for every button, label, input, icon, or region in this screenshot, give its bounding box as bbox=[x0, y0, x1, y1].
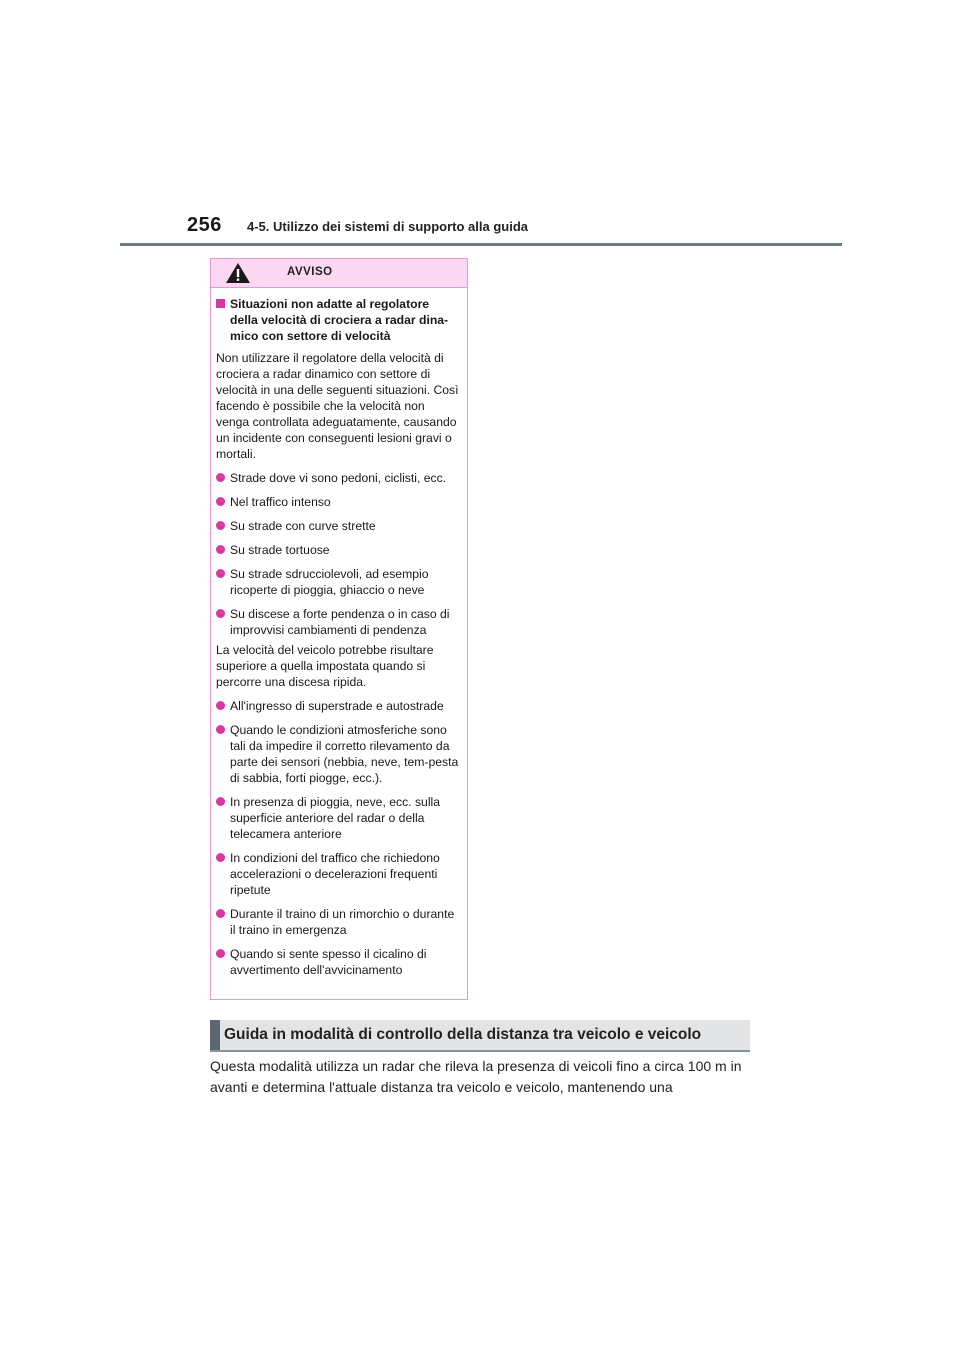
bullet-dot-icon bbox=[216, 949, 225, 958]
warning-body bbox=[211, 288, 467, 978]
warning-label: AVVISO bbox=[287, 266, 333, 278]
list-item: Quando si sente spesso il cicalino di avvertimento dell'avvicinamento bbox=[216, 946, 459, 978]
warning-intro: Non utilizzare il regolatore della velocità di crociera a radar dinamico con settore di velocità in una delle seguenti situazioni. Così facendo è possibile che la velocità non venga controllata adeguatamente, causando un incidente con conseguenti lesioni gravi o mortali. bbox=[216, 351, 459, 461]
bullet-dot-icon bbox=[216, 569, 225, 578]
warning-note: La velocità del veicolo potrebbe risultare superiore a quella impostata quando si percorre una discesa ripida. bbox=[216, 643, 434, 689]
bullet-dot-icon bbox=[216, 909, 225, 918]
square-bullet-icon bbox=[216, 299, 225, 308]
list-item: All'ingresso di superstrade e autostrade bbox=[216, 698, 459, 714]
section-header: 4-5. Utilizzo dei sistemi di supporto alla guida bbox=[247, 219, 528, 234]
list-item: Strade dove vi sono pedoni, ciclisti, ecc. bbox=[216, 470, 459, 486]
bullet-dot-icon bbox=[216, 521, 225, 530]
section-bar-accent bbox=[210, 1020, 220, 1050]
list-item: Su strade sdrucciolevoli, ad esempio ricoperte di pioggia, ghiaccio o neve bbox=[216, 566, 459, 598]
page-number: 256 bbox=[187, 214, 222, 236]
bullet-dot-icon bbox=[216, 497, 225, 506]
list-item: Nel traffico intenso bbox=[216, 494, 459, 510]
bullet-dot-icon bbox=[216, 473, 225, 482]
bullet-dot-icon bbox=[216, 609, 225, 618]
bullet-dot-icon bbox=[216, 701, 225, 710]
list-item: Durante il traino di un rimorchio o durante il traino in emergenza bbox=[216, 906, 459, 938]
section-title: Guida in modalità di controllo della distanza tra veicolo e veicolo bbox=[224, 1026, 702, 1043]
warning-heading bbox=[216, 296, 459, 344]
bullet-dot-icon bbox=[216, 797, 225, 806]
section-body-text: Questa modalità utilizza un radar che rileva la presenza di veicoli fino a circa 100 m in avanti e determina l'attuale distanza tra veicolo e veicolo, mantenendo una bbox=[210, 1058, 742, 1095]
warning-triangle-icon bbox=[225, 262, 251, 284]
list-item: In presenza di pioggia, neve, ecc. sulla superficie anteriore del radar o della telecamera anteriore bbox=[216, 794, 459, 842]
warning-heading-text: Situazioni non adatte al regolatore della velocità di crociera a radar dina-mico con settore di velocità bbox=[230, 297, 449, 343]
bullet-dot-icon bbox=[216, 545, 225, 554]
warning-header bbox=[211, 259, 467, 288]
bullet-dot-icon bbox=[216, 725, 225, 734]
list-item: Su discese a forte pendenza o in caso di improvvisi cambiamenti di pendenza bbox=[216, 606, 459, 638]
list-item: Su strade con curve strette bbox=[216, 518, 459, 534]
list-item: Quando le condizioni atmosferiche sono tali da impedire il corretto rilevamento da parte dei sensori (nebbia, neve, tem-pesta di sabbia, forti piogge, ecc.). bbox=[216, 722, 459, 786]
section-title-bar bbox=[210, 1020, 750, 1052]
list-item: In condizioni del traffico che richiedono accelerazioni o decelerazioni frequenti ripetute bbox=[216, 850, 459, 898]
header-rule bbox=[120, 243, 842, 246]
bullet-dot-icon bbox=[216, 853, 225, 862]
warning-box bbox=[210, 258, 468, 1000]
list-item: Su strade tortuose bbox=[216, 542, 459, 558]
